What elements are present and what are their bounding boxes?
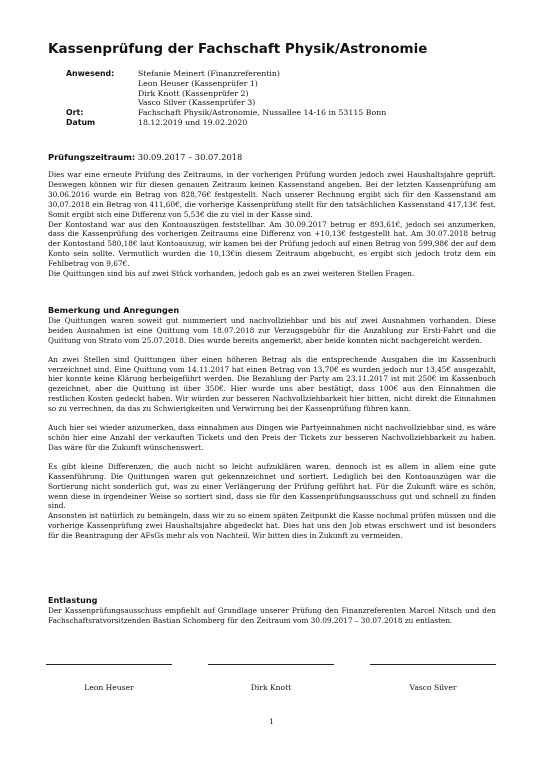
anwesend-label: Anwesend: — [66, 69, 115, 78]
entlastung-section — [48, 596, 496, 626]
signature-name: Vasco Silver — [409, 683, 457, 692]
ort-value: Fachschaft Physik/Astronomie, Nussallee 14-16 in 53115 Bonn — [138, 108, 387, 118]
signature-line — [46, 664, 172, 665]
page-title: Kassenprüfung der Fachschaft Physik/Astronomie — [48, 41, 428, 57]
meta-row-anwesend — [66, 69, 386, 108]
anwesend-list — [138, 69, 280, 108]
entlastung-paragraph: Der Kassenprüfungsausschuss empfiehlt auf Grundlage unserer Prüfung den Finanzreferenten Marcel Nitsch und den Fachschaftsratvorsitzenden Bastian Schomberg für den Zeitraum vom 30.09.2017 – 30.07.2018 zu entlasten. — [48, 605, 496, 625]
signature-line — [370, 664, 496, 665]
bemerkung-section — [48, 306, 496, 541]
signature-leon-heuser — [46, 664, 172, 692]
intro-section — [48, 170, 496, 279]
ort-label: Ort: — [66, 108, 84, 118]
intro-paragraph: Dies war eine erneute Prüfung des Zeitraums, in der vorherigen Prüfung wurden jedoch zwei Haushaltsjahre geprüft. Deswegen können wir für diesen genauen Zeitraum keinen Kassenstand angeben. Bei der letzten Kassenprüfung am 30.06.2016 wurde ein Betrag von 828,76€ festgestellt. Nach unserer Rechnung ergibt sich für den Kassenstand am 30.07.2018 ein Betrag von 411,60€, die vorherige Kassenprüfung stellt für den tatsächlichen Kassenstand 417,13€ fest. Somit ergibt sich eine Differenz von 5,53€ die zu viel in der Kasse sind. — [48, 170, 496, 219]
datum-value: 18.12.2019 und 19.02.2020 — [138, 117, 248, 127]
intro-paragraph: Die Quittungen sind bis auf zwei Stück vorhanden, jedoch gab es an zwei weiteren Stellen Fragen. — [48, 269, 415, 279]
bemerkung-paragraph: Ansonsten ist natürlich zu bemängeln, dass wir zu so einem späten Zeitpunkt die Kasse nochmal prüfen müssen und die vorherige Kassenprüfung zwei Haushaltsjahre abgedeckt hat. Dies hat uns den Job etwas erschwert und ist besonders für die Beantragung der AFsGs mehr als von Nachteil. Wir bitten dies in Zukunft zu vermeiden. — [48, 511, 496, 541]
meta-block — [66, 69, 386, 128]
bemerkung-paragraph: An zwei Stellen sind Quittungen über einen höheren Betrag als die entsprechende Ausgaben die im Kassenbuch verzeichnet sind. Eine Quittung vom 14.11.2017 hat einen Betrag von 13,70€ es wurden jedoch nur 13,45€ ausgezahlt, hier konnte keine Klärung herbeigeführt werden. Die Bezahlung der Party am 23.11.2017 ist mit 250€ im Kassenbuch gezeichnet, aber die Quittung ist über 350€. Hier wurde uns aber bestätigt, dass 100€ aus den Einnahmen die restlichen Kosten gedeckt haben. Wir würden zur besseren Nachvollziehbarkeit hier bitten, nicht direkt die Einnahmen so zu verrechnen, da das zu Schwierigkeiten und Verwirrung bei der Kassenprüfung führen kann. — [48, 354, 496, 414]
signature-line — [208, 664, 334, 665]
zeitraum-value: 30.09.2017 – 30.07.2018 — [137, 152, 243, 162]
meta-row-ort — [66, 108, 386, 118]
attendee: Vasco Silver (Kassenprüfer 3) — [138, 98, 256, 108]
intro-paragraph: Der Kontostand war aus den Kontoauszügen feststellbar. Am 30.09.2017 betrug er 893,61€, jedoch sei anzumerken, dass die Kassenprüfung des vorherigen Zeitraums eine Differenz von +10,13€ festgestellt hat. Am 30.07.2018 betrug der Kontostand 580,18€ laut Kontoauszug, wir kamen bei der Prüfung jedoch auf einen Betrag von 599,98€ der auf dem Konto sein sollte. Vermutlich wurden die 10,13€in diesem Zeitraum abgebucht, es ergibt sich jedoch trotz dem ein Fehlbetrag von 9,67€. — [48, 219, 496, 269]
datum-label: Datum — [66, 117, 96, 127]
bemerkung-paragraph: Es gibt kleine Differenzen, die auch nicht so leicht aufzuklären waren, dennoch ist es allem in allem eine gute Kassenführung. Die Quittungen waren gut gekennzeichnet und sortiert. Lediglich bei den Kontoauszügen war die Sortierung nicht sonderlich gut, was zu einer Verlängerung der Prüfung geführt hat. Für die Zukunft wäre es schön, wenn diese in irgendeiner Weise so sortiert sind, dass sie für den Kassenprüfungsausschuss gut und schnell zu finden sind. — [48, 461, 496, 511]
page-number: 1 — [269, 717, 274, 726]
signature-vasco-silver — [370, 664, 496, 692]
bemerkung-paragraph: Die Quittungen waren soweit gut nummeriert und nachvollziehbar und bis auf zwei Ausnahmen vorhanden. Diese beiden Ausnahmen ist eine Quittung vom 18.07.2018 zur Verzugsgebühr für die Anzahlung zur Ersti-Fahrt und die Quittung von Strato vom 25.07.2018. Dies wurde bereits angemerkt, aber beide konnten nicht nachgereicht werden. — [48, 315, 496, 345]
attendee: Leon Heuser (Kassenprüfer 1) — [138, 78, 258, 88]
bemerkung-paragraph: Auch hier sei wieder anzumerken, dass einnahmen aus Dingen wie Partyeinnahmen nicht nachvollziehbar sind, es wäre schön hier eine Anzahl der verkauften Tickets und den Preis der Tickets zur besseren Nachvollziehbarkeit zu haben. Das wäre für die Zukunft wünschenswert. — [48, 423, 496, 452]
attendee: Dirk Knott (Kassenprüfer 2) — [138, 88, 249, 98]
signature-name: Dirk Knott — [250, 683, 292, 692]
zeitraum-label: Prüfungszeitraum: — [48, 152, 136, 162]
signature-dirk-knott — [208, 664, 334, 692]
signature-name: Leon Heuser — [84, 683, 134, 692]
meta-row-datum — [66, 118, 386, 128]
section-heading-entlastung: Entlastung — [48, 595, 98, 605]
pruefungszeitraum — [48, 152, 242, 162]
section-heading-bemerkung: Bemerkung und Anregungen — [48, 305, 180, 315]
attendee: Stefanie Meinert (Finanzreferentin) — [138, 69, 280, 78]
